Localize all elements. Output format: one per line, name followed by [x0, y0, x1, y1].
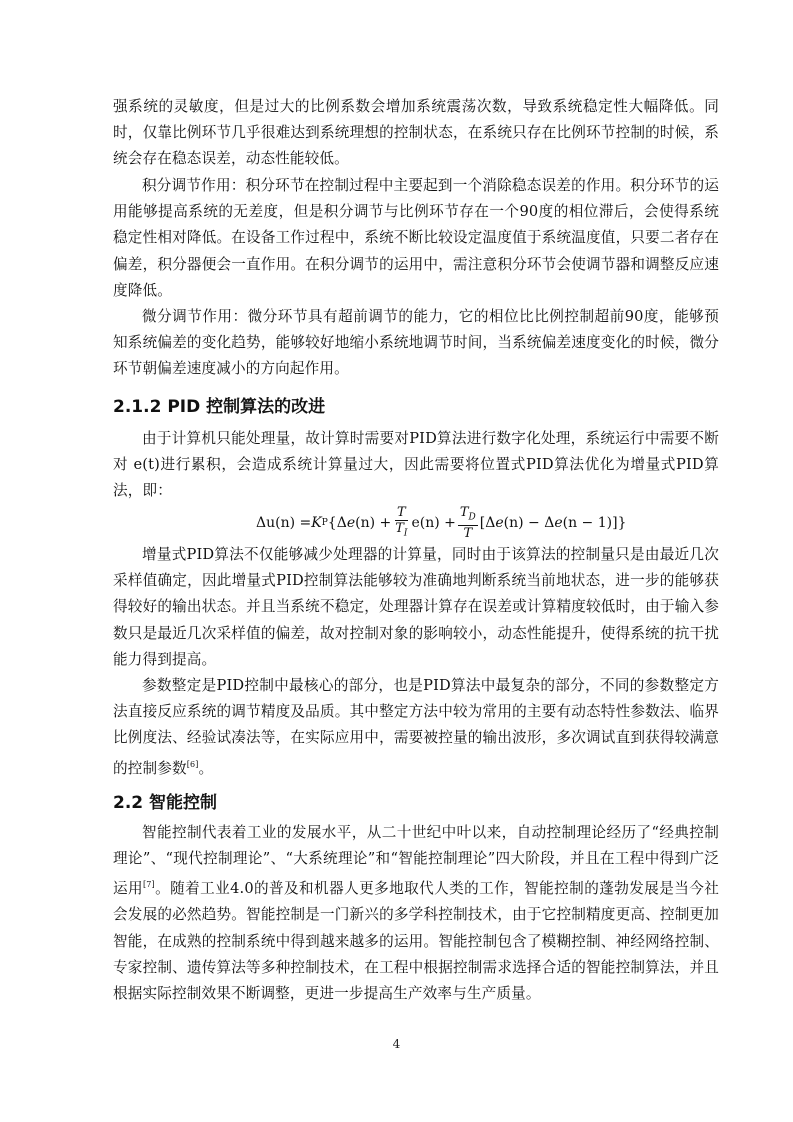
citation-6: [6] [186, 759, 199, 769]
formula-e1: e [346, 515, 356, 531]
fraction-denominator-sub: I [403, 528, 408, 539]
citation-7: [7] [143, 880, 155, 890]
paragraph-derivative-action: 微分调节作用：微分环节具有超前调节的能力，它的相位比比例控制超前90度，能够预知系统偏差的变化趋势，能够较好地缩小系统地调节时间，当系统偏差速度变化的时候，微分环节朝偏差速度减小的方向起作用。 [113, 308, 719, 378]
paragraph-intelligent-control [113, 820, 719, 1007]
incremental-pid-formula [256, 500, 626, 546]
intelligent-control-text: 智能控制代表着工业的发展水平，从二十世纪中叶以来，自动控制理论经历了“经典控制理论”、“现代控制理论”、“大系统理论”和“智能控制理论”四大阶段，并且在工程中得到广泛运用 [113, 824, 719, 898]
fraction-numerator-sub: D [468, 512, 476, 523]
formula-fraction-td-over-t [458, 505, 478, 542]
formula-tail3: (n − 1)]} [562, 515, 627, 531]
tuning-text: 参数整定是PID控制中最核心的部分，也是PID算法中最复杂的部分，不同的参数整定方法直接反应系统的调节精度及品质。其中整定方法中较为常用的主要有动态特性参数法、临界比例度法、经验试凑法等，在实际应用中，需要被控量的输出波形，多次调试直到获得较满意的控制参数 [113, 677, 719, 777]
paragraph-integral-action: 积分调节作用：积分环节在控制过程中主要起到一个消除稳态误差的作用。积分环节的运用能够提高系统的无差度，但是积分调节与比例环节存在一个90度的相位滞后，会使得系统稳定性相对降低。在设备工作过程中，系统不断比较设定温度值于系统温度值，只要二者存在偏差，积分器便会一直作用。在积分调节的运用中，需注意积分环节会使调节器和调整反应速度降低。 [113, 177, 719, 299]
formula-fraction-t-over-ti [393, 505, 409, 542]
fraction-denominator: T [463, 526, 473, 542]
formula-lhs: Δu(n) = [256, 515, 312, 531]
formula-tail1: [Δ [479, 515, 496, 531]
fraction-denominator-symbol: T [395, 520, 404, 536]
section-heading-2-1-2: 2.1.2 PID 控制算法的改进 [113, 397, 326, 417]
fraction-numerator-symbol: T [459, 504, 469, 520]
tuning-end: 。 [198, 759, 214, 777]
intelligent-control-rest: 。随着工业4.0的普及和机器人更多地取代人类的工作，智能控制的蓬勃发展是当今社会发展的必然趋势。智能控制是一门新兴的多学科控制技术，由于它控制精度更高、控制更加智能，在成熟的控制系统中得到越来越多的运用。智能控制包含了模糊控制、神经网络控制、专家控制、遗传算法等多种控制技术，在工程中根据控制需求选择合适的智能控制算法，并且根据实际控制效果不断调整，更进一步提高生产效率与生产质量。 [113, 880, 719, 1003]
formula-e3: e [554, 515, 563, 531]
formula-open: {Δ [327, 515, 347, 531]
formula-kp-sub: P [321, 518, 328, 528]
formula-mid: e(n) + [411, 515, 456, 531]
section-heading-2-2: 2.2 智能控制 [113, 793, 218, 813]
paragraph-incremental-pid: 增量式PID算法不仅能够减少处理器的计算量，同时由于该算法的控制量只是由最近几次采样值确定，因此增量式PID控制算法能够较为准确地判断系统当前地状态，进一步的能够获得较好的输出状态。并且当系统不稳定，处理器计算存在误差或计算精度较低时，由于输入参数只是最近几次采样值的偏差，故对控制对象的影响较小，动态性能提升，使得系统的抗干扰能力得到提高。 [113, 546, 719, 668]
page-number: 4 [392, 1037, 401, 1051]
fraction-numerator [458, 505, 478, 527]
paragraph-parameter-tuning [113, 673, 719, 782]
fraction-numerator: T [397, 504, 406, 520]
fraction-denominator [393, 521, 409, 542]
paragraph-proportional-continued: 强系统的灵敏度，但是过大的比例系数会增加系统震荡次数，导致系统稳定性大幅降低。同时，仅靠比例环节几乎很难达到系统理想的控制状态，在系统只存在比例环节控制的时候，系统会存在稳态误差，动态性能较低。 [113, 98, 719, 168]
formula-e2: e [495, 515, 504, 531]
formula-tail2: (n) − Δ [503, 515, 555, 531]
formula-kp: K [311, 515, 322, 531]
paragraph-digital-processing: 由于计算机只能处理量，故计算时需要对PID算法进行数字化处理，系统运行中需要不断对 e(t)进行累积，会造成系统计算量过大，因此需要将位置式PID算法优化为增量式PID算法，即： [113, 430, 719, 500]
formula-n1: (n) + [355, 515, 392, 531]
